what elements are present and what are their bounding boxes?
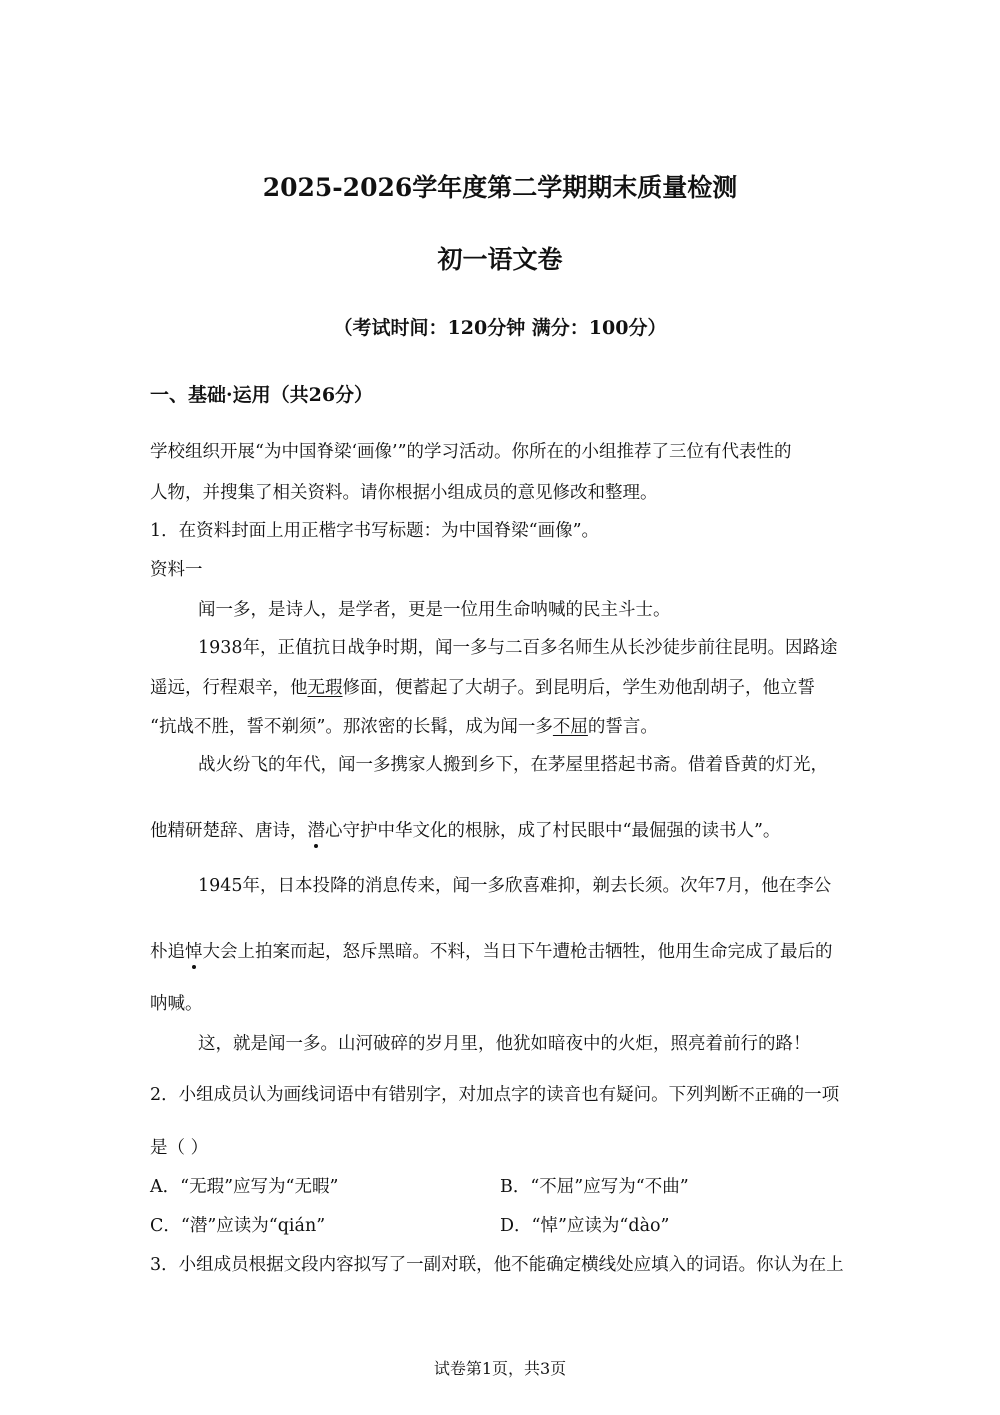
intro-line-2: 人物，并搜集了相关资料。请你根据小组成员的意见修改和整理。	[150, 483, 658, 503]
section-heading: 一、基础·运用（共26分）	[150, 384, 374, 406]
option-c: C．“潜”应读为“qián”	[150, 1216, 326, 1236]
page-footer: 试卷第1页，共3页	[433, 1359, 567, 1378]
paragraph-4-line-3: 呐喊。	[150, 994, 203, 1014]
paragraph-4-line-1: 1945年，日本投降的消息传来，闻一多欣喜难抑，剃去长须。次年7月，他在李公	[198, 876, 832, 896]
paragraph-1: 闻一多，是诗人，是学者，更是一位用生命呐喊的民主斗士。	[198, 600, 671, 620]
dotted-char-dao: 悼	[185, 942, 203, 962]
paragraph-3-line-1: 战火纷飞的年代，闻一多携家人搬到乡下，在茅屋里搭起书斋。借着昏黄的灯光，	[198, 755, 828, 775]
exam-title: 2025-2026学年度第二学期期末质量检测	[262, 173, 738, 202]
underlined-word-wuxia: 无瑕	[307, 678, 343, 698]
text-run: 他精研楚辞、唐诗，	[150, 821, 308, 841]
text-run: 的一项	[786, 1085, 840, 1105]
text-run: 修面，便蓄起了大胡子。到昆明后，学生劝他刮胡子，他立誓	[342, 678, 815, 698]
material-label: 资料一	[150, 560, 203, 580]
text-run: 的誓言。	[587, 717, 658, 737]
text-run: “抗战不胜，誓不剃须”。那浓密的长髯，成为闻一多	[150, 717, 553, 737]
question-3-line-1: 3．小组成员根据文段内容拟写了一副对联，他不能确定横线处应填入的词语。你认为在上	[150, 1255, 844, 1275]
intro-line-1: 学校组织开展“为中国脊梁‘画像’”的学习活动。你所在的小组推荐了三位有代表性的	[150, 442, 792, 462]
text-run: 大会上拍案而起，怒斥黑暗。不料，当日下午遭枪击牺牲，他用生命完成了最后的	[202, 942, 833, 962]
emphasis-not-correct: 不正确	[738, 1085, 787, 1104]
exam-info: （考试时间：120分钟 满分：100分）	[333, 317, 667, 339]
paragraph-5: 这，就是闻一多。山河破碎的岁月里，他犹如暗夜中的火炬，照亮着前行的路！	[198, 1034, 811, 1054]
exam-subtitle: 初一语文卷	[437, 245, 563, 274]
text-run: 朴追	[150, 942, 185, 962]
paragraph-2-line-2	[150, 674, 815, 699]
paragraph-4-line-2	[150, 938, 833, 963]
text-run: 遥远，行程艰辛，他	[150, 678, 308, 698]
paragraph-2-line-3	[150, 713, 658, 738]
text-run: 心守护中华文化的根脉，成了村民眼中“最倔强的读书人”。	[325, 821, 781, 841]
text-run: 2．小组成员认为画线词语中有错别字，对加点字的读音也有疑问。下列判断	[150, 1085, 739, 1105]
question-2-line-2: 是（ ）	[150, 1138, 209, 1158]
option-b: B．“不屈”应写为“不曲”	[500, 1177, 689, 1197]
option-d: D．“悼”应读为“dào”	[500, 1216, 670, 1236]
paragraph-3-line-2	[150, 817, 780, 842]
question-1: 1．在资料封面上用正楷字书写标题：为中国脊梁“画像”。	[150, 521, 600, 541]
underlined-word-buqu: 不屈	[552, 717, 588, 737]
dotted-char-qian: 潜	[307, 821, 325, 841]
option-a: A．“无瑕”应写为“无暇”	[150, 1177, 339, 1197]
question-2-line-1	[150, 1081, 839, 1106]
paragraph-2-line-1: 1938年，正值抗日战争时期，闻一多与二百多名师生从长沙徒步前往昆明。因路途	[198, 638, 838, 658]
